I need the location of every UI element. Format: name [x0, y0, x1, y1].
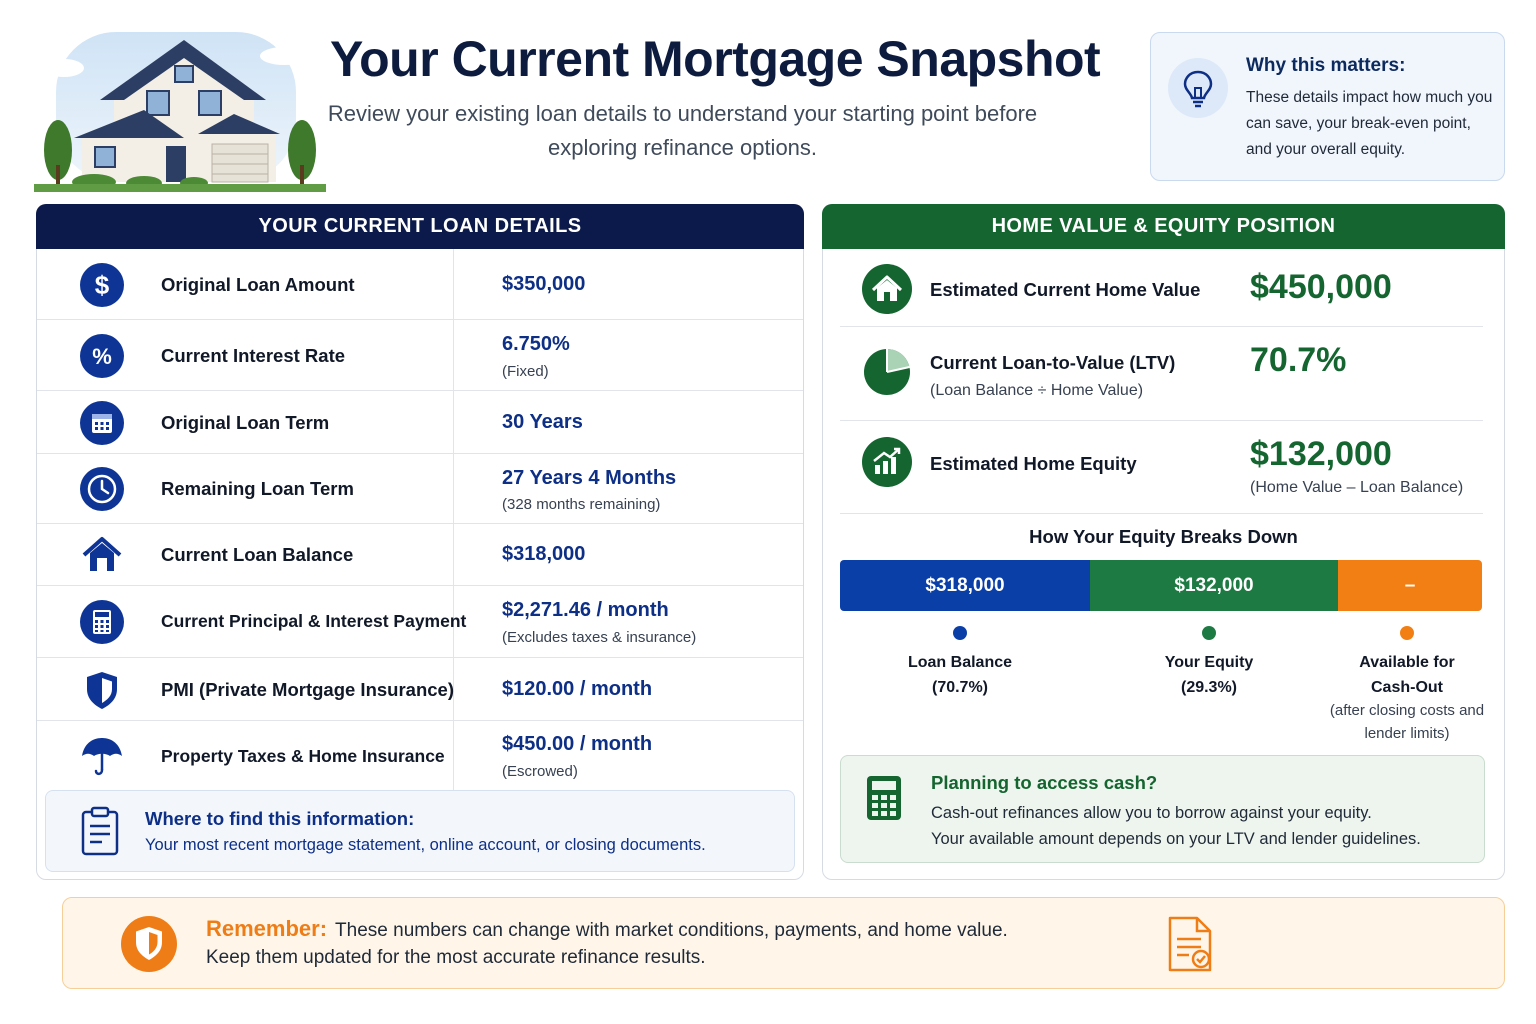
bar-segment-loan-balance: $318,000	[840, 560, 1090, 611]
svg-text:%: %	[92, 344, 112, 369]
equity-value-sub: (Home Value – Loan Balance)	[1250, 479, 1464, 496]
legend-dot-your-equity	[1202, 626, 1216, 640]
clipboard-icon	[80, 806, 120, 861]
where-to-find-title: Where to find this information:	[145, 808, 415, 829]
legend-label: Available for	[1359, 654, 1455, 671]
legend-label: Your Equity	[1164, 654, 1254, 671]
cash-out-text	[931, 800, 1421, 852]
why-this-matters-card	[1150, 32, 1505, 181]
bar-segment-your-equity: $132,000	[1090, 560, 1338, 611]
loan-label: Current Loan Balance	[161, 544, 354, 565]
legend-dot-cash-out	[1400, 626, 1414, 640]
bar-segment-cash-out: –	[1338, 560, 1482, 611]
equity-breakdown-bar	[840, 560, 1482, 611]
loan-row-interest-rate	[37, 320, 803, 391]
loan-row-current-balance	[37, 524, 803, 586]
legend-your-equity	[1124, 650, 1294, 700]
lightbulb-icon	[1168, 58, 1228, 118]
equity-row-home-equity	[840, 421, 1483, 514]
legend-dot-loan-balance	[953, 626, 967, 640]
loan-note: (Fixed)	[502, 363, 549, 380]
calculator-icon	[865, 774, 903, 827]
pie-chart-icon	[862, 347, 912, 397]
home-value-icon	[862, 264, 912, 314]
why-title: Why this matters:	[1246, 55, 1406, 76]
loan-value: $350,000	[502, 273, 586, 295]
umbrella-icon	[80, 734, 124, 778]
equity-row-ltv	[840, 327, 1483, 421]
legend-pct: Cash-Out	[1371, 679, 1443, 696]
loan-row-original-amount	[37, 249, 803, 320]
legend-label: Loan Balance	[907, 654, 1013, 671]
loan-row-original-term	[37, 391, 803, 454]
document-check-icon	[1165, 915, 1215, 978]
why-body: These details impact how much you can save, your break-even point, and your overall equity.	[1246, 89, 1493, 158]
equity-sub: (Loan Balance ÷ Home Value)	[930, 382, 1144, 399]
reminder-line-1	[206, 916, 1008, 942]
reminder-banner	[62, 897, 1505, 989]
loan-row-taxes-insurance	[37, 721, 803, 792]
loan-label: Current Interest Rate	[161, 345, 346, 366]
dollar-icon	[80, 263, 124, 307]
equity-label: Estimated Home Equity	[930, 453, 1137, 474]
equity-label: Estimated Current Home Value	[930, 279, 1201, 300]
calendar-icon	[80, 401, 124, 445]
reminder-line-2: Keep them updated for the most accurate refinance results.	[206, 947, 706, 968]
house-illustration	[34, 30, 326, 192]
loan-details-header: YOUR CURRENT LOAN DETAILS	[36, 204, 804, 249]
percent-icon	[80, 334, 124, 378]
svg-text:$: $	[94, 270, 110, 300]
loan-label: Original Loan Term	[161, 412, 330, 433]
loan-value: $2,271.46 / month	[502, 599, 669, 621]
where-to-find-box	[45, 790, 795, 872]
legend-cash-out-note: (after closing costs and lender limits)	[1329, 702, 1485, 742]
loan-value: $318,000	[502, 543, 586, 565]
loan-label: Property Taxes & Home Insurance	[161, 746, 445, 766]
equity-row-home-value	[840, 249, 1483, 327]
equity-value: $132,000	[1250, 435, 1392, 473]
page-subtitle: Review your existing loan details to understand your starting point before exploring refinance options.	[327, 101, 1038, 160]
legend-pct: (70.7%)	[931, 679, 989, 696]
equity-label: Current Loan-to-Value (LTV)	[930, 352, 1176, 373]
house-icon	[80, 533, 124, 577]
cash-out-line: Cash-out refinances allow you to borrow against your equity.	[931, 804, 1372, 822]
loan-label: Current Principal & Interest Payment	[161, 611, 467, 631]
cash-out-info-box	[840, 755, 1485, 863]
equity-breakdown-title: How Your Equity Breaks Down	[1029, 526, 1298, 547]
loan-value: 27 Years 4 Months	[502, 467, 677, 489]
loan-value: $450.00 / month	[502, 733, 653, 755]
calculator-icon	[80, 600, 124, 644]
cash-out-line: Your available amount depends on your LTV and lender guidelines.	[931, 830, 1421, 848]
clock-icon	[80, 467, 124, 511]
equity-value: $450,000	[1250, 268, 1392, 306]
legend-pct: (29.3%)	[1180, 679, 1238, 696]
page-title: Your Current Mortgage Snapshot	[330, 31, 1101, 87]
loan-note: (Excludes taxes & insurance)	[502, 629, 697, 646]
home-equity-header: HOME VALUE & EQUITY POSITION	[822, 204, 1505, 249]
loan-note: (328 months remaining)	[502, 496, 661, 513]
loan-row-remaining-term	[37, 454, 803, 524]
growth-chart-icon	[862, 437, 912, 487]
loan-value: $120.00 / month	[502, 678, 653, 700]
cash-out-title: Planning to access cash?	[931, 772, 1158, 793]
where-to-find-text: Your most recent mortgage statement, online account, or closing documents.	[145, 836, 706, 854]
reminder-title: Remember:	[206, 916, 328, 941]
loan-value: 30 Years	[502, 411, 583, 433]
shield-check-icon	[120, 915, 178, 978]
legend-cash-out	[1322, 650, 1492, 700]
loan-row-principal-interest	[37, 586, 803, 658]
loan-label: PMI (Private Mortgage Insurance)	[161, 679, 454, 700]
loan-details-card	[36, 204, 804, 880]
legend-loan-balance	[875, 650, 1045, 700]
loan-details-table	[37, 249, 803, 792]
home-equity-card	[822, 204, 1505, 880]
shield-icon	[80, 668, 124, 712]
loan-label: Original Loan Amount	[161, 274, 355, 295]
equity-value: 70.7%	[1250, 341, 1347, 379]
loan-row-pmi	[37, 658, 803, 721]
reminder-text: These numbers can change with market conditions, payments, and home value.	[335, 920, 1008, 941]
loan-value: 6.750%	[502, 333, 570, 355]
loan-note: (Escrowed)	[502, 763, 578, 780]
loan-label: Remaining Loan Term	[161, 478, 354, 499]
